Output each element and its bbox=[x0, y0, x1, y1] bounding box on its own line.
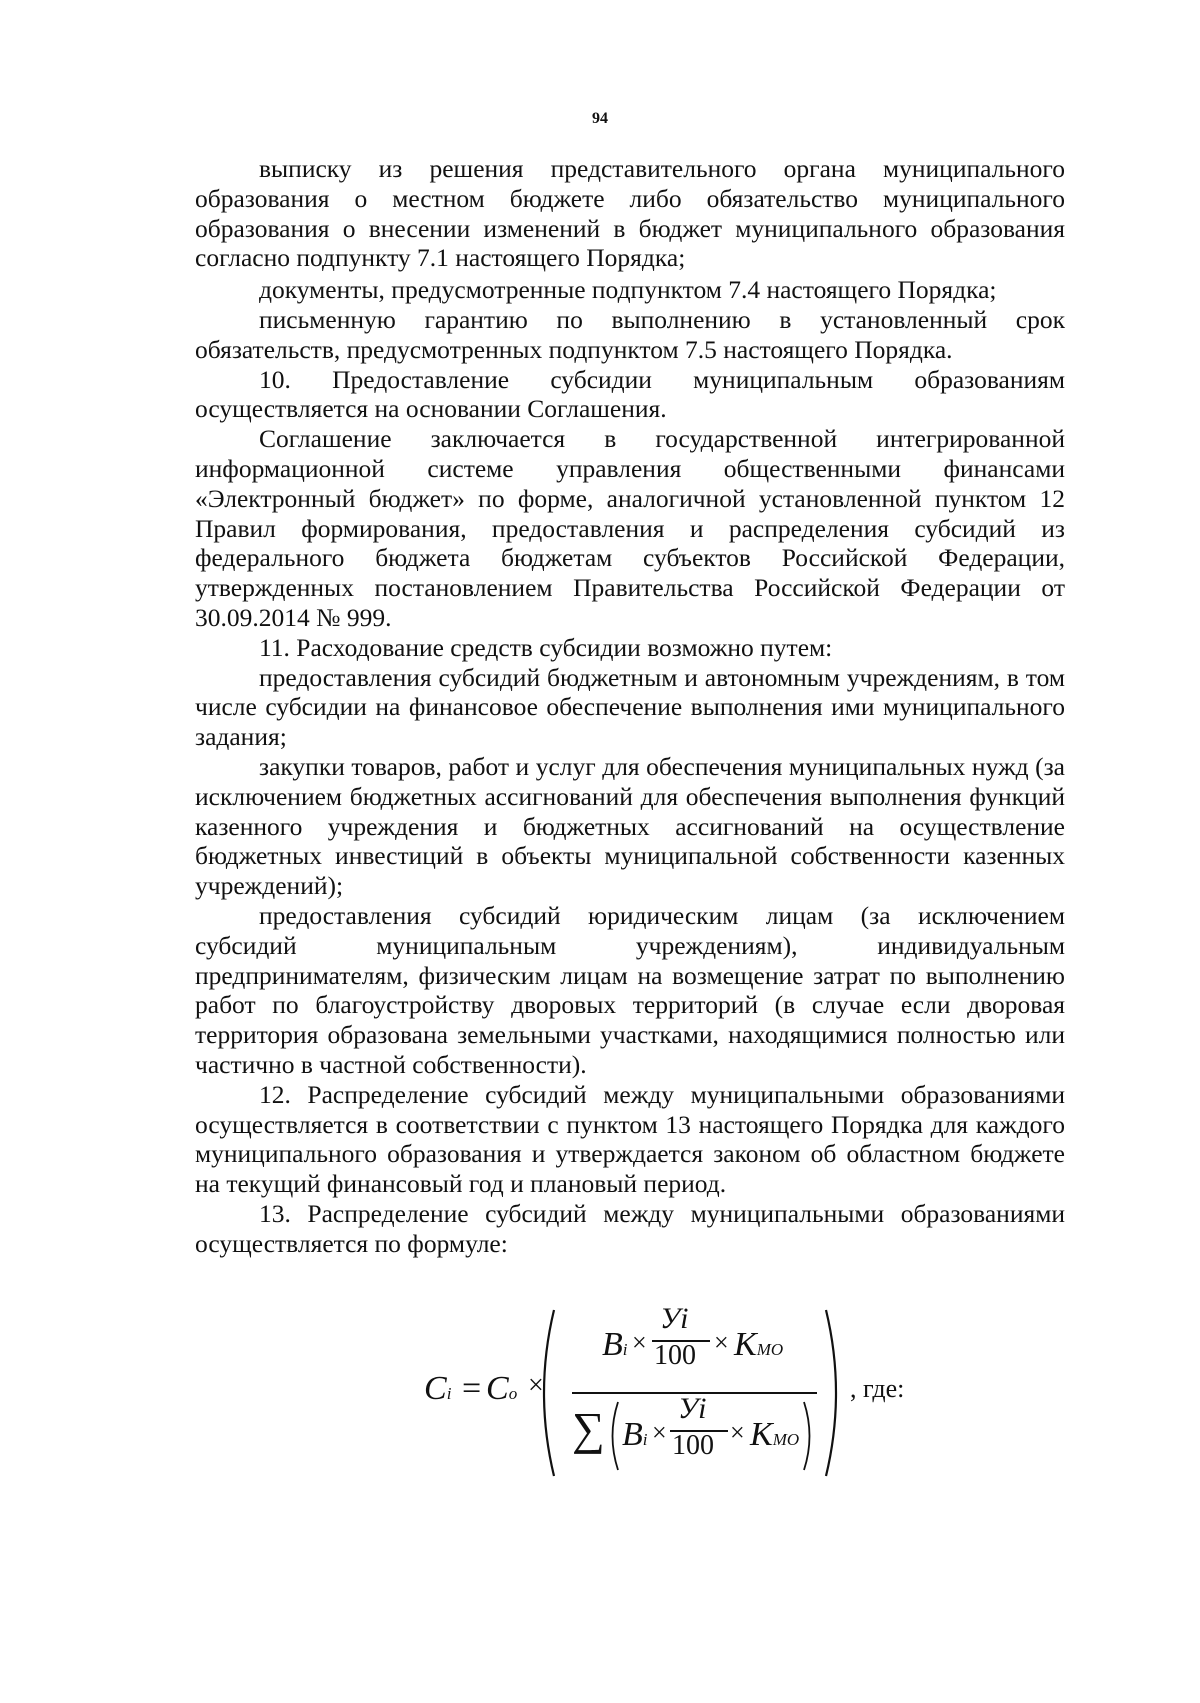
paragraph-item-13: 13. Распределение субсидий между муниципальными образованиями осуществляется по формуле: bbox=[195, 1198, 1065, 1258]
inner-left-paren-icon bbox=[606, 1400, 620, 1472]
formula-num-times-2: × bbox=[714, 1328, 729, 1357]
formula-lhs-sub: i bbox=[446, 1384, 452, 1403]
formula-num-b: B bbox=[602, 1326, 623, 1363]
formula-den-y: Уi bbox=[678, 1392, 707, 1425]
inner-right-paren-icon bbox=[802, 1400, 816, 1472]
paragraph-item-12: 12. Распределение субсидий между муниципальными образованиями осуществляется в соответствии с пунктом 13 настоящего Порядка для каждого муниципального образования и утверждается законом об областном бюджете на текущий финансовый год и плановый период. bbox=[195, 1079, 1065, 1199]
paragraph-subsidies-legal-entities: предоставления субсидий юридическим лицам (за исключением субсидий муниципальным учреждениям), индивидуальным предпринимателям, физическим лицам на возмещение затрат по выполнению работ по благоустройству дворовых территорий (в случае если дворовая территория образована земельными участками, находящимися полностью или частично в частной собственности). bbox=[195, 900, 1065, 1079]
paragraph-budget-extract: выписку из решения представительного органа муниципального образования о местном бюджете либо обязательство муниципального образования о внесении изменений в бюджет муниципального образования согласно подпункту 7.1 настоящего Порядка; bbox=[195, 154, 1065, 273]
formula-lhs: C bbox=[424, 1370, 447, 1407]
formula-den-k-sub: МО bbox=[772, 1430, 800, 1449]
formula-times-outer: × bbox=[528, 1370, 544, 1401]
paragraph-guarantee: письменную гарантию по выполнению в установленный срок обязательств, предусмотренных подпунктом 7.5 настоящего Порядка. bbox=[195, 304, 1065, 364]
formula-den-hundred: 100 bbox=[672, 1430, 714, 1461]
formula-den-times-2: × bbox=[730, 1418, 745, 1447]
distribution-formula bbox=[424, 1302, 944, 1478]
paragraph-subsidies-institutions: предоставления субсидий бюджетным и автономным учреждениям, в том числе субсидии на финансовое обеспечение выполнения ими муниципального задания; bbox=[195, 662, 1065, 752]
formula-c0-sub: o bbox=[508, 1384, 518, 1403]
paragraph-agreement: Соглашение заключается в государственной интегрированной информационной системе управления общественными финансами «Электронный бюджет» по форме, аналогичной установленной пунктом 12 Правил формирования, предоставления и распределения субсидий из федерального бюджета бюджетам субъектов Российской Федерации, утвержденных постановлением Правительства Российской Федерации от 30.09.2014 № 999. bbox=[195, 424, 1065, 632]
formula-den-b: B bbox=[622, 1416, 643, 1453]
formula-c0: C bbox=[486, 1370, 509, 1407]
formula-num-times-1: × bbox=[632, 1328, 647, 1357]
formula-num-hundred: 100 bbox=[654, 1340, 696, 1371]
formula-den-times-1: × bbox=[652, 1418, 667, 1447]
formula-equals: = bbox=[462, 1370, 482, 1407]
formula-den-k: K bbox=[750, 1416, 773, 1453]
document-body bbox=[195, 154, 1065, 1258]
paragraph-procurement: закупки товаров, работ и услуг для обеспечения муниципальных нужд (за исключением бюджетных ассигнований для обеспечения выполнения функций казенного учреждения и бюджетных ассигнований на осуществление бюджетных инвестиций в объекты муниципальной собственности казенных учреждений); bbox=[195, 751, 1065, 901]
formula-num-y: Уi bbox=[660, 1302, 689, 1335]
formula-sum-icon: ∑ bbox=[572, 1403, 605, 1454]
paragraph-documents: документы, предусмотренные подпунктом 7.4 настоящего Порядка; bbox=[259, 275, 997, 305]
formula-den-b-sub: i bbox=[642, 1430, 648, 1449]
formula-num-k: K bbox=[734, 1326, 757, 1363]
formula-num-k-sub: МО bbox=[756, 1340, 784, 1359]
paragraph-item-10: 10. Предоставление субсидии муниципальным образованиям осуществляется на основании Соглашения. bbox=[195, 364, 1065, 424]
right-paren-icon bbox=[824, 1308, 848, 1478]
paragraph-item-11: 11. Расходование средств субсидии возможно путем: bbox=[259, 632, 833, 662]
page-number: 94 bbox=[592, 110, 608, 127]
formula-suffix: , где: bbox=[850, 1374, 905, 1403]
formula-num-b-sub: i bbox=[622, 1340, 628, 1359]
